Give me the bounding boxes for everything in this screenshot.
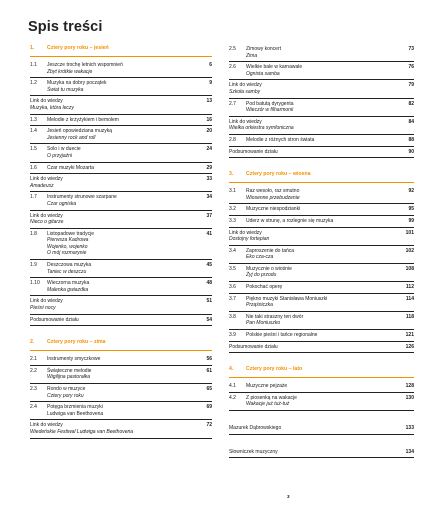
section-title: Cztery pory roku – jesień xyxy=(47,45,109,51)
entry-text xyxy=(246,266,394,279)
toc-section xyxy=(229,365,414,411)
entry-title: Zaproszenie do tańca xyxy=(246,247,295,254)
entry-subtitle: Wieczór w filharmonii xyxy=(246,107,294,114)
entry-title: Raz wesoło, raz smutno xyxy=(246,188,300,195)
toc-entry[interactable] xyxy=(30,163,212,175)
entry-title: Link do wiedzy xyxy=(30,176,63,183)
entry-number: 1.1 xyxy=(30,62,37,68)
section-heading xyxy=(229,170,414,183)
entry-number: 3.2 xyxy=(229,206,236,213)
toc-entry[interactable] xyxy=(30,384,212,402)
entry-page-number: 73 xyxy=(408,46,414,52)
entry-title: Jesień opowiedziana muzyką xyxy=(47,128,113,135)
entry-subtitle: Wielka orkiestra symfoniczna xyxy=(229,125,294,132)
toc-entry[interactable] xyxy=(30,315,212,327)
toc-entry[interactable] xyxy=(229,99,414,117)
toc-entry[interactable] xyxy=(30,366,212,384)
entry-title: Link do wiedzy xyxy=(30,98,63,105)
entry-title: Jeszcze trochę letnich wspomnień xyxy=(47,62,123,68)
entry-number: 2.6 xyxy=(229,64,236,71)
entry-page-number: 92 xyxy=(408,188,414,195)
toc-entry[interactable] xyxy=(30,96,212,114)
toc-entry[interactable] xyxy=(229,80,414,98)
entry-subtitle: Wojenko, wojenko xyxy=(47,243,88,250)
entry-page-number: 101 xyxy=(405,229,414,236)
entry-number: 1.7 xyxy=(30,194,37,201)
entry-text xyxy=(30,422,192,435)
entry-title: Z piosenką na wakacje xyxy=(246,394,297,401)
entry-subtitle: O mój rozmarynie xyxy=(47,250,87,257)
entry-title: Link do wiedzy xyxy=(229,82,262,89)
entry-text xyxy=(47,231,192,257)
section-heading xyxy=(229,365,414,378)
entry-text xyxy=(229,149,394,156)
toc-entry[interactable] xyxy=(229,342,414,354)
entry-text xyxy=(246,46,394,59)
entry-subtitle: Taniec w deszczu xyxy=(47,268,87,275)
toc-entry[interactable] xyxy=(229,330,414,342)
toc-entry[interactable] xyxy=(229,381,414,393)
entry-text xyxy=(229,425,394,432)
entry-page-number: 13 xyxy=(206,98,212,105)
entry-title: Muzyka na dobry początek xyxy=(47,80,107,87)
page-title: Spis treści xyxy=(28,19,103,35)
entry-number: 1.6 xyxy=(30,164,37,171)
entry-text xyxy=(47,62,192,75)
entry-page-number: 72 xyxy=(206,422,212,429)
entry-title: Rondo w muzyce xyxy=(47,386,86,392)
section-number: 3. xyxy=(229,171,234,178)
toc-section xyxy=(30,338,212,438)
entry-number: 1.10 xyxy=(30,280,40,287)
entry-subtitle: Czar ogniska xyxy=(47,200,77,207)
entry-page-number: 45 xyxy=(206,262,212,269)
entry-text xyxy=(246,64,394,77)
entry-title: Czar muzyki Mozarta xyxy=(47,164,94,171)
entry-text xyxy=(47,280,192,293)
entry-text xyxy=(47,386,192,399)
entry-number: 1.8 xyxy=(30,230,37,237)
entry-page-number: 16 xyxy=(206,116,212,123)
toc-entry[interactable] xyxy=(229,216,414,228)
entry-text xyxy=(246,296,394,309)
entry-page-number: 48 xyxy=(206,280,212,287)
toc-entry[interactable] xyxy=(229,186,414,204)
toc-entry[interactable] xyxy=(229,117,414,135)
entry-number: 2.2 xyxy=(30,367,37,374)
entry-number: 3.5 xyxy=(229,265,236,272)
entry-title: Pod batutą dyrygenta xyxy=(246,100,294,107)
entry-title: Nie taki straszny ten dwór xyxy=(246,313,304,320)
entry-title: Wielkie bale w karnawale xyxy=(246,64,303,71)
entry-page-number: 37 xyxy=(206,212,212,219)
entry-subtitle: Wiedeńskie Festiwal Ludwiga van Beethovena xyxy=(30,428,134,435)
section-number: 4. xyxy=(229,366,234,373)
entry-page-number: 102 xyxy=(405,247,414,254)
entry-page-number: 24 xyxy=(206,146,212,153)
entry-text xyxy=(47,404,192,417)
toc-entry[interactable] xyxy=(30,229,212,260)
toc-entry[interactable] xyxy=(30,402,212,420)
entry-number: 3.9 xyxy=(229,332,236,339)
entry-page-number: 69 xyxy=(206,404,212,411)
entry-title: Potęga brzmienia muzyki xyxy=(47,404,103,411)
entry-page-number: 130 xyxy=(405,394,414,401)
entry-page-number: 126 xyxy=(405,343,414,350)
entry-text xyxy=(30,298,192,311)
entry-number: 3.7 xyxy=(229,295,236,302)
entry-subtitle: Nieco o gitarze xyxy=(30,219,64,226)
entry-title: Link do wiedzy xyxy=(229,229,262,236)
entry-page-number: 128 xyxy=(405,383,414,390)
entry-text xyxy=(229,449,394,456)
toc-entry[interactable] xyxy=(229,44,414,62)
entry-title: Podsumowanie działu xyxy=(229,343,278,350)
toc-entry[interactable] xyxy=(229,62,414,80)
entry-text xyxy=(47,146,192,159)
entry-page-number: 56 xyxy=(206,356,212,363)
entry-subtitle: Cztery pory roku xyxy=(47,392,84,399)
entry-subtitle: Dostojny fortepian xyxy=(229,236,270,243)
entry-number: 3.6 xyxy=(229,284,236,291)
entry-title: Instrumenty smyczkowe xyxy=(47,356,101,363)
entry-title: Link do wiedzy xyxy=(30,422,63,429)
toc-entry[interactable] xyxy=(30,126,212,144)
toc-left-column xyxy=(30,44,212,451)
entry-subtitle: Zbyt krótkie wakacje xyxy=(47,68,93,75)
entry-text xyxy=(30,176,192,189)
entry-page-number: 54 xyxy=(206,316,212,323)
entry-text xyxy=(47,80,192,93)
toc-entry[interactable] xyxy=(229,246,414,264)
entry-title: Link do wiedzy xyxy=(30,298,63,305)
toc-section xyxy=(229,447,414,459)
section-number: 1. xyxy=(30,45,35,51)
entry-text xyxy=(229,344,394,351)
entry-number: 4.2 xyxy=(229,394,236,401)
entry-title: Link do wiedzy xyxy=(229,118,262,125)
toc-entry[interactable] xyxy=(30,192,212,210)
section-number: 2. xyxy=(30,339,35,346)
entry-subtitle: Pieśni nocy xyxy=(30,305,56,312)
entry-text xyxy=(229,230,394,243)
entry-text xyxy=(246,248,394,261)
entry-number: 2.7 xyxy=(229,100,236,107)
entry-subtitle: Szkoła samby xyxy=(229,88,261,95)
entry-page-number: 99 xyxy=(408,217,414,224)
entry-text xyxy=(229,82,394,95)
entry-page-number: 29 xyxy=(206,164,212,171)
entry-text xyxy=(246,284,394,291)
entry-text xyxy=(246,314,394,327)
entry-page-number: 79 xyxy=(408,82,414,89)
entry-text xyxy=(229,119,394,132)
toc-entry[interactable] xyxy=(229,282,414,294)
entry-page-number: 133 xyxy=(405,425,414,431)
page-number: 3 xyxy=(287,494,290,499)
toc-entry[interactable] xyxy=(30,78,212,96)
entry-page-number: 114 xyxy=(405,295,414,302)
entry-number: 1.3 xyxy=(30,116,37,123)
entry-text xyxy=(47,165,192,172)
entry-subtitle: Prząśniczka xyxy=(246,302,273,309)
entry-text xyxy=(246,332,394,339)
entry-text xyxy=(47,356,192,363)
entry-subtitle: Żyj do przodu xyxy=(246,272,277,279)
toc-entry[interactable] xyxy=(30,144,212,162)
entry-number: 2.3 xyxy=(30,386,37,392)
entry-number: 2.4 xyxy=(30,404,37,411)
entry-page-number: 33 xyxy=(206,176,212,183)
entry-title: Muzyczne pejzaże xyxy=(246,383,288,390)
entry-text xyxy=(246,137,394,144)
section-title: Cztery pory roku – lato xyxy=(246,366,303,373)
entry-text xyxy=(246,188,394,201)
toc-entry[interactable] xyxy=(229,264,414,282)
entry-subtitle: Malenka gwiazdka xyxy=(47,286,89,293)
toc-entry[interactable] xyxy=(229,204,414,216)
entry-subtitle: Amadeusz xyxy=(30,182,54,189)
entry-title: Solo i w duecie xyxy=(47,146,81,153)
entry-text xyxy=(246,218,394,225)
entry-number: 1.5 xyxy=(30,146,37,153)
toc-entry[interactable] xyxy=(30,211,212,229)
entry-title: Podsumowanie działu xyxy=(30,316,79,323)
entry-subtitle: Jesienny rock and roll xyxy=(47,134,96,141)
toc-section xyxy=(229,170,414,353)
entry-number: 3.8 xyxy=(229,313,236,320)
toc-entry[interactable] xyxy=(229,393,414,411)
entry-text xyxy=(47,117,192,124)
entry-number: 2.8 xyxy=(229,136,236,143)
entry-title: Muzyczne niespodzianki xyxy=(246,206,301,213)
entry-subtitle: Pierwsza Kadrowa xyxy=(47,237,89,244)
entry-subtitle: Pan Moniuszko xyxy=(246,320,281,327)
entry-number: 3.4 xyxy=(229,247,236,254)
entry-subtitle: O przyjaźni xyxy=(47,152,73,159)
entry-text xyxy=(246,383,394,390)
entry-title: Świąteczne melodie xyxy=(47,367,92,374)
entry-page-number: 20 xyxy=(206,128,212,135)
entry-subtitle: Muzyka, która leczy xyxy=(30,104,74,111)
entry-title: Muzycznie o wiośnie xyxy=(246,265,292,272)
entry-page-number: 76 xyxy=(408,64,414,71)
entry-page-number: 6 xyxy=(209,62,212,68)
entry-subtitle: Wakacje już tuż-tuż xyxy=(246,401,290,408)
entry-page-number: 61 xyxy=(206,367,212,374)
entry-text xyxy=(47,194,192,207)
entry-subtitle: Świat tu muzyka xyxy=(47,86,84,93)
toc-entry[interactable] xyxy=(229,312,414,330)
toc-entry[interactable] xyxy=(30,260,212,278)
entry-page-number: 90 xyxy=(408,148,414,155)
entry-page-number: 88 xyxy=(408,136,414,143)
entry-text xyxy=(47,128,192,141)
toc-entry[interactable] xyxy=(229,228,414,246)
toc-entry[interactable] xyxy=(30,60,212,78)
entry-number: 3.3 xyxy=(229,217,236,224)
section-heading xyxy=(30,44,212,57)
entry-page-number: 121 xyxy=(405,332,414,339)
toc-section xyxy=(30,44,212,326)
entry-page-number: 34 xyxy=(206,194,212,201)
toc-section xyxy=(229,423,414,435)
toc-entry[interactable] xyxy=(229,294,414,312)
entry-title: Deszczowa muzyka xyxy=(47,262,92,269)
entry-page-number: 41 xyxy=(206,230,212,237)
entry-text xyxy=(246,395,394,408)
entry-page-number: 65 xyxy=(206,386,212,392)
entry-text xyxy=(246,206,394,213)
entry-title: Podsumowanie działu xyxy=(229,148,278,155)
entry-subtitle: Zima xyxy=(246,52,258,59)
entry-title: Słowniczek muzyczny xyxy=(229,448,278,455)
entry-number: 1.9 xyxy=(30,262,37,269)
entry-page-number: 134 xyxy=(405,448,414,455)
toc-entry[interactable] xyxy=(30,420,212,438)
entry-subtitle: Eko cza-cza xyxy=(246,254,274,261)
entry-page-number: 108 xyxy=(405,265,414,272)
section-heading xyxy=(30,338,212,351)
entry-number: 3.1 xyxy=(229,188,236,195)
entry-number: 4.1 xyxy=(229,383,236,390)
entry-subtitle: Wigilijna pastorałka xyxy=(47,374,91,381)
entry-title: Pokochać operę xyxy=(246,284,283,291)
entry-text xyxy=(30,317,192,324)
entry-number: 2.5 xyxy=(229,46,236,52)
entry-number: 2.1 xyxy=(30,356,37,363)
entry-page-number: 51 xyxy=(206,298,212,305)
entry-title: Uderz w strunę, a rozlegnie się muzyka xyxy=(246,217,334,224)
entry-title: Wieczorna muzyka xyxy=(47,280,90,287)
entry-title: Instrumenty strunowe szarpane xyxy=(47,194,117,201)
entry-title: Listopadowe tradycje xyxy=(47,230,94,237)
entry-page-number: 118 xyxy=(405,313,414,320)
entry-title: Polskie pieśni i tańce regionalne xyxy=(246,332,318,339)
entry-text xyxy=(47,262,192,275)
entry-text xyxy=(30,213,192,226)
toc-entry[interactable] xyxy=(229,447,414,459)
toc-entry[interactable] xyxy=(30,174,212,192)
entry-title: Mazurek Dąbrowskiego xyxy=(229,425,282,431)
entry-page-number: 112 xyxy=(405,284,414,291)
toc-entry[interactable] xyxy=(229,135,414,147)
entry-page-number: 95 xyxy=(408,206,414,213)
section-title: Cztery pory roku – zima xyxy=(47,339,106,346)
toc-entry[interactable] xyxy=(30,278,212,296)
entry-title: Link do wiedzy xyxy=(30,212,63,219)
entry-title: Ludwiga van Beethovena xyxy=(47,410,104,417)
section-title: Cztery pory roku – wiosna xyxy=(246,171,311,178)
entry-text xyxy=(246,101,394,114)
entry-number: 1.2 xyxy=(30,80,37,87)
entry-subtitle: Ognista samba xyxy=(246,70,280,77)
toc-entry[interactable] xyxy=(229,147,414,159)
toc-entry[interactable] xyxy=(30,115,212,127)
entry-title: Melodie z krzyżykiem i bemolem xyxy=(47,116,119,123)
entry-text xyxy=(47,368,192,381)
entry-page-number: 9 xyxy=(209,80,212,87)
toc-entry[interactable] xyxy=(229,423,414,435)
entry-page-number: 84 xyxy=(408,118,414,125)
toc-section xyxy=(229,44,414,158)
entry-number: 1.4 xyxy=(30,128,37,135)
entry-title: Melodie z różnych stron świata xyxy=(246,136,315,143)
toc-entry[interactable] xyxy=(30,296,212,314)
entry-page-number: 82 xyxy=(408,100,414,107)
entry-text xyxy=(30,98,192,111)
entry-subtitle: Wiosenne przebudzenie xyxy=(246,194,300,201)
toc-entry[interactable] xyxy=(30,354,212,366)
toc-right-column xyxy=(229,44,414,470)
entry-title: Zimowy koncert xyxy=(246,46,282,52)
entry-title: Piękno muzyki Stanisława Moniuszki xyxy=(246,295,328,302)
